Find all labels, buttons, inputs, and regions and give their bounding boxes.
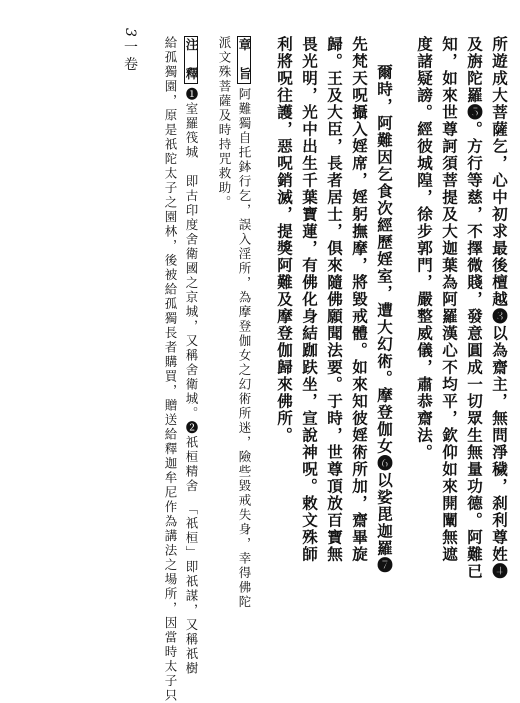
- page-header: [122, 28, 140, 74]
- main-text-column-6: 先梵天呪攝入婬席，婬躬撫摩，將毀戒體。如來知彼婬術所加，齋畢旋: [350, 36, 369, 563]
- main-text-column-3: 知，如來世尊訶須菩提及大迦葉為阿羅漢心不均平，欽仰如來開闡無遮: [440, 36, 459, 563]
- notes-text-1: ❶室羅筏城 即古印度舍衛國之京城，又稱舍衛城。❷祇桓精舍 「祇桓」即祇謀，又稱祇樹: [184, 87, 199, 676]
- header-dash: 一: [122, 39, 138, 57]
- main-text-column-8: 畏光明，光中出生千葉寶蓮，有佛化身結跏趺坐，宣說神呪。敕文殊師: [300, 36, 319, 563]
- page-number: 3: [122, 28, 138, 40]
- purport-label: 章 旨: [237, 38, 252, 82]
- main-text-column-2: 及旃陀羅❺。方行等慈，不擇微賤，發意圓成一切眾生無量功德。阿難已: [465, 36, 484, 580]
- purport-column-1: [233, 36, 252, 610]
- notes-label: 注 釋: [184, 38, 199, 82]
- header-section: 卷: [122, 56, 138, 74]
- main-text-column-5: 爾時，阿難因乞食次經歷婬室，遭大幻術。摩登伽女❻以娑毘迦羅❼: [375, 64, 394, 574]
- main-text-column-4: 度諸疑謗。經彼城隍，徐步郭門，嚴整威儀，肅恭齋法。: [415, 36, 434, 461]
- main-text-column-9: 利將呪往護，惡呪銷滅，提獎阿難及摩登伽歸來佛所。: [275, 36, 294, 444]
- purport-text-1: 阿難獨自托鉢行乞，誤入淫所，為摩登伽女之幻術所迷，險些毀戒失身，幸得佛陀: [237, 87, 252, 610]
- notes-column-2: 給孤獨園，原是祇陀太子之園林，後被給孤獨長者購買，贈送給釋迦牟尼作為講法之場所，因當時太子只: [163, 36, 178, 703]
- purport-column-2: 派文殊菩薩及時持咒救助。: [217, 36, 232, 210]
- main-text-column-1: 所遊成大菩薩乞，心中初求最後檀越❸以為齋主，無問淨穢，刹利尊姓❹: [490, 36, 509, 580]
- main-text-column-7: 歸。王及大臣，長者居士，俱來隨佛願聞法要。于時，世尊頂放百寶無: [325, 36, 344, 563]
- notes-column-1: [180, 36, 199, 676]
